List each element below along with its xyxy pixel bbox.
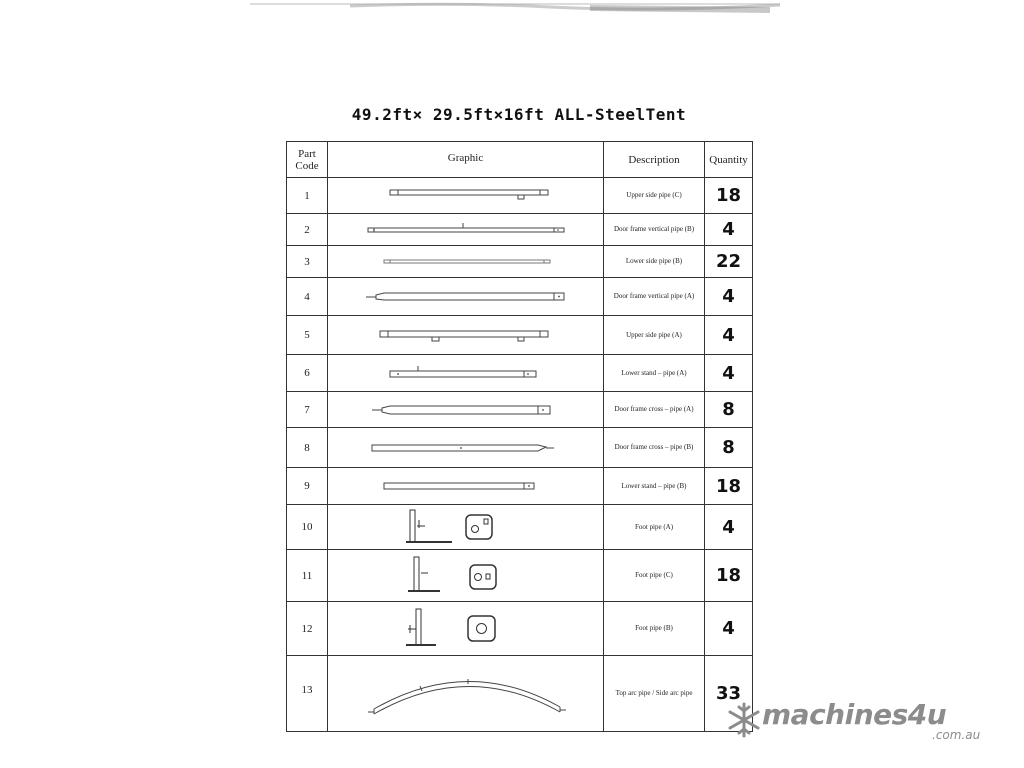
- foot-pipe-a-icon: [328, 506, 604, 549]
- part-graphic: [328, 278, 604, 316]
- part-graphic: [328, 505, 604, 550]
- part-quantity: 4: [705, 355, 753, 392]
- table-row: [287, 505, 753, 550]
- part-description: Lower side pipe (B): [604, 246, 705, 278]
- part-quantity: 33: [705, 656, 753, 732]
- lower-side-pipe-b-icon: [328, 247, 604, 277]
- part-quantity: 4: [705, 602, 753, 656]
- door-frame-cross-pipe-a-icon: [328, 393, 604, 427]
- table-row: [287, 392, 753, 428]
- part-quantity: 4: [705, 278, 753, 316]
- scan-edge-noise: [250, 0, 780, 20]
- door-frame-vertical-pipe-a-icon: [328, 279, 604, 315]
- part-description: Foot pipe (C): [604, 550, 705, 602]
- part-description: Upper side pipe (A): [604, 316, 705, 355]
- upper-side-pipe-c-icon: [328, 179, 604, 213]
- watermark-logo: [724, 700, 994, 750]
- table-row: [287, 428, 753, 468]
- part-description: Lower stand – pipe (B): [604, 468, 705, 505]
- lower-stand-pipe-b-icon: [328, 469, 604, 504]
- table-row: [287, 656, 753, 732]
- part-code: 4: [287, 278, 328, 316]
- part-graphic: [328, 550, 604, 602]
- table-row: [287, 355, 753, 392]
- parts-table: [286, 141, 753, 732]
- header-description: Description: [604, 142, 705, 178]
- header-graphic: Graphic: [328, 142, 604, 178]
- part-graphic: [328, 656, 604, 732]
- watermark-brand: machines4u: [762, 698, 947, 731]
- part-graphic: [328, 178, 604, 214]
- snowflake-logo-icon: [724, 700, 764, 740]
- table-row: [287, 278, 753, 316]
- part-description: Door frame cross – pipe (B): [604, 428, 705, 468]
- part-description: Lower stand – pipe (A): [604, 355, 705, 392]
- document-title: 49.2ft× 29.5ft×16ft ALL-SteelTent: [351, 105, 687, 124]
- part-code: 7: [287, 392, 328, 428]
- header-part-code: Part Code: [287, 142, 328, 178]
- part-graphic: [328, 602, 604, 656]
- foot-pipe-b-icon: [328, 603, 604, 655]
- part-code: 10: [287, 505, 328, 550]
- table-row: [287, 214, 753, 246]
- watermark-domain: .com.au: [932, 728, 981, 742]
- part-quantity: 4: [705, 505, 753, 550]
- door-frame-vertical-pipe-b-icon: [328, 215, 604, 245]
- header-quantity: Quantity: [705, 142, 753, 178]
- part-quantity: 8: [705, 392, 753, 428]
- table-header-row: [287, 142, 753, 178]
- part-quantity: 4: [705, 316, 753, 355]
- part-graphic: [328, 355, 604, 392]
- table-row: [287, 550, 753, 602]
- part-code: 6: [287, 355, 328, 392]
- table-row: [287, 316, 753, 355]
- table-row: [287, 602, 753, 656]
- part-description: Door frame vertical pipe (B): [604, 214, 705, 246]
- part-code: 3: [287, 246, 328, 278]
- part-quantity: 4: [705, 214, 753, 246]
- part-code: 1: [287, 178, 328, 214]
- part-graphic: [328, 316, 604, 355]
- part-description: Top arc pipe / Side arc pipe: [604, 656, 705, 732]
- part-graphic: [328, 428, 604, 468]
- part-code: 9: [287, 468, 328, 505]
- part-description: Door frame cross – pipe (A): [604, 392, 705, 428]
- table-row: [287, 468, 753, 505]
- part-graphic: [328, 392, 604, 428]
- part-description: Door frame vertical pipe (A): [604, 278, 705, 316]
- part-description: Upper side pipe (C): [604, 178, 705, 214]
- part-quantity: 8: [705, 428, 753, 468]
- part-quantity: 18: [705, 468, 753, 505]
- part-code: 11: [287, 550, 328, 602]
- lower-stand-pipe-a-icon: [328, 356, 604, 391]
- part-code: 13: [287, 656, 328, 732]
- part-description: Foot pipe (A): [604, 505, 705, 550]
- part-description: Foot pipe (B): [604, 602, 705, 656]
- part-graphic: [328, 468, 604, 505]
- table-row: [287, 246, 753, 278]
- part-code: 12: [287, 602, 328, 656]
- part-graphic: [328, 246, 604, 278]
- upper-side-pipe-a-icon: [328, 317, 604, 354]
- table-row: [287, 178, 753, 214]
- part-quantity: 18: [705, 178, 753, 214]
- part-code: 5: [287, 316, 328, 355]
- part-graphic: [328, 214, 604, 246]
- part-quantity: 18: [705, 550, 753, 602]
- foot-pipe-c-icon: [328, 551, 604, 601]
- arc-pipe-icon: [328, 657, 604, 731]
- part-code: 2: [287, 214, 328, 246]
- door-frame-cross-pipe-b-icon: [328, 429, 604, 467]
- part-quantity: 22: [705, 246, 753, 278]
- part-code: 8: [287, 428, 328, 468]
